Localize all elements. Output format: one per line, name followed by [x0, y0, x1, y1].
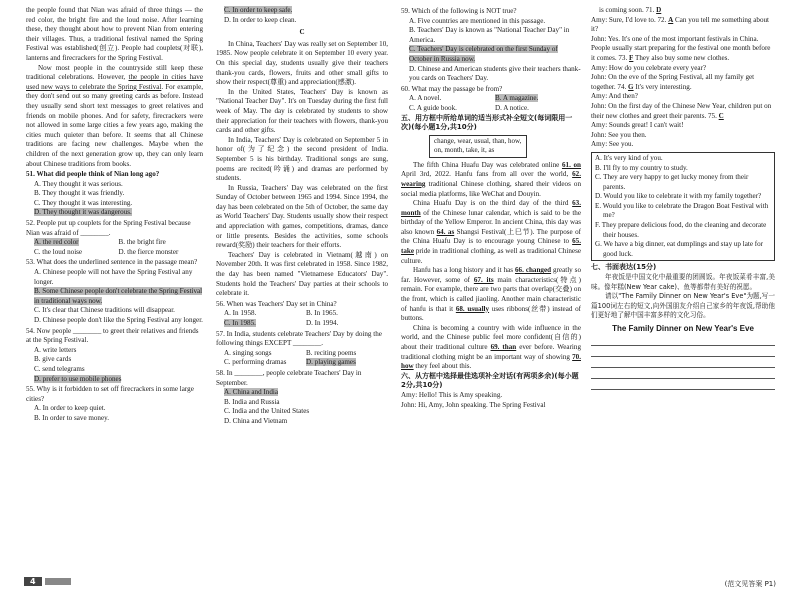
option[interactable]: D. China and Vietnam: [224, 416, 288, 425]
option[interactable]: C. They thought it was interesting.: [34, 198, 133, 207]
option[interactable]: D. Chinese and American students give their teachers thank-you cards on Teachers' Day.: [409, 64, 581, 83]
section-7-heading: 七、书面表达(15分): [591, 263, 657, 272]
dialogue-line: Amy: And then?: [591, 92, 638, 101]
option[interactable]: B. In order to save money.: [34, 413, 109, 422]
question-56: 56. When was Teachers' Day set in China?: [216, 299, 337, 308]
answer-blank[interactable]: G: [628, 82, 634, 91]
answer-reference: (范文见答案 P1): [724, 580, 776, 588]
cloze-paragraph: China is becoming a country with wide influence in the world, and the Chinese public feel more confident(自信的) about their traditional culture 69. than ever before. Wearing traditional clothing might be an important way of showing 70. how they feel about this.: [401, 323, 581, 371]
section-5-heading: 五、用方框中所给单词的适当形式补全短文(每词限用一次)(每小题1分,共10分): [401, 113, 573, 132]
option[interactable]: D. Chinese people don't like the Spring Festival any longer.: [34, 316, 203, 324]
underlined-sentence: the people in cities have used new ways to celebrate the Spring Festival: [26, 73, 203, 91]
answer-blank[interactable]: 61. on: [561, 160, 581, 169]
column-4: [591, 6, 775, 391]
column-2: [216, 6, 388, 427]
answer-blank[interactable]: 65. take: [401, 237, 581, 256]
option-selected[interactable]: C. In 1985.: [224, 319, 256, 327]
essay-title: The Family Dinner on New Year's Eve: [612, 324, 754, 333]
option[interactable]: D. A notice.: [495, 103, 529, 112]
answer-blank[interactable]: A: [668, 15, 674, 24]
option[interactable]: D. In order to keep clean.: [224, 15, 297, 24]
question-58: 58. In ________, people celebrate Teachers' Day in September.: [216, 368, 362, 387]
question-53: 53. What does the underlined sentence in the passage mean?: [26, 258, 198, 267]
option[interactable]: C. the loud noise: [34, 247, 83, 256]
answer-blank[interactable]: 69. than: [490, 343, 517, 351]
option[interactable]: B. the bright fire: [118, 238, 166, 247]
cloze-paragraph: Hanfu has a long history and it has 66. changed greatly so far. However, some of 67. its main characteristics(特点) remain. For example, there are two parts that overlap(交叠) on the front, which is called jiaoling. Another main characteristic of hanfu is that it 68. usually uses ribbons(丝带) instead of buttons.: [401, 266, 581, 323]
option[interactable]: B. India and Russia: [224, 397, 280, 406]
dialogue-line: John: Hi, Amy, John speaking. The Spring Festival: [401, 400, 546, 409]
option[interactable]: B. reciting poems: [306, 348, 357, 357]
writing-line[interactable]: [591, 358, 775, 368]
answer-blank[interactable]: F: [629, 53, 634, 62]
passage-c-paragraph: In Russia, Teachers' Day was celebrated on the first Sunday of October between 1965 and 1994. Since 1994, the day has been celebrated on the 5th of October, the same day as World Teachers' Day. Students usually show their respect and appreciation with games, competitions, dramas, dance or little presents. Besides the activities, some schools reward(奖励) their teachers for their efforts.: [216, 183, 388, 250]
option[interactable]: A. They thought it was serious.: [34, 179, 123, 188]
option: A. It's very kind of you.: [595, 153, 663, 162]
dialogue-line: John: On the first day of the Chinese New Year, children put on their new clothes and greet their parents. 75. C: [591, 101, 772, 120]
options-box: [591, 152, 775, 262]
writing-line[interactable]: [591, 369, 775, 379]
option: G. We have a big dinner, eat dumplings and stay up late for good luck.: [595, 240, 764, 258]
dialogue-line: Amy: Sure, I'd love to. 72. A Can you tell me something about it?: [591, 15, 770, 34]
column-1: [26, 6, 203, 424]
option[interactable]: B. give cards: [34, 355, 72, 364]
option[interactable]: A. In order to keep quiet.: [34, 404, 106, 413]
question-54: 54. Now people ________ to greet their relatives and friends at the Spring Festival.: [26, 326, 199, 345]
answer-blank[interactable]: 66. changed: [515, 266, 552, 275]
footer-decoration: [45, 578, 71, 585]
passage-c-paragraph: Teachers' Day is celebrated in Vietnam(越南) on November 20th. It was first celebrated in 1958. Since 1982, the day has been named "Vietnamese Educators' Day". Students hold the Teachers' Day parties at their schools to celebrate it.: [216, 250, 388, 298]
writing-prompt: 请以"The Family Dinner on New Year's Eve"为题,写一篇100词左右的短文,向外国朋友介绍自己家乡的年夜饭,帮助他们更好地了解中国丰富多样的文化习俗。: [591, 292, 775, 320]
dialogue-line: Amy: See you.: [591, 140, 634, 149]
option[interactable]: A. In 1958.: [224, 309, 257, 318]
option: C. They are very happy to get lucky money from their parents.: [595, 173, 749, 191]
dialogue-line: is coming soon. 71. D: [599, 6, 662, 14]
option[interactable]: B. Teachers' Day is known as "National Teacher Day" in America.: [409, 26, 570, 44]
option[interactable]: D. the fierce monster: [118, 247, 179, 256]
option[interactable]: A. A novel.: [409, 94, 442, 103]
passage-b-paragraph: the people found that Nian was afraid of three things — the red color, the bright fire and the loud noise. After learning these, they thought about how to prevent Nian from entering their villages. Thus, a traditional festival named the Spring Festival was established(创立). People had couplets(对联), lanterns and firecrackers for the Spring Festival.: [26, 6, 203, 62]
option: B. I'll fly to my country to study.: [595, 163, 688, 172]
passage-heading: C: [299, 28, 305, 37]
option-selected[interactable]: B. Some Chinese people don't celebrate the Spring Festival in traditional ways now.: [34, 287, 203, 305]
option-selected[interactable]: C. Teachers' Day is celebrated on the first Sunday of October in Russia now.: [409, 45, 558, 63]
writing-line[interactable]: [591, 347, 775, 357]
option[interactable]: C. It's clear that Chinese traditions will disappear.: [34, 306, 175, 315]
passage-c-paragraph: In India, Teachers' Day is celebrated on September 5 in honor of(为了纪念) the second president of India. September 5 is his birthday. Traditional songs are sung, poems are recited(吟诵) and dramas are performed by students.: [216, 135, 388, 183]
answer-blank[interactable]: D: [656, 6, 662, 14]
option[interactable]: A. Chinese people will not have the Spring Festival any longer.: [34, 268, 193, 286]
option[interactable]: C. performing dramas: [224, 358, 287, 367]
answer-blank[interactable]: 62. wearing: [401, 170, 581, 188]
dialogue-line: Amy: How do you celebrate every year?: [591, 63, 707, 72]
option-selected[interactable]: B. A magazine.: [495, 94, 539, 103]
page-footer: [24, 577, 84, 590]
answer-blank[interactable]: 68. usually: [455, 304, 490, 313]
dialogue-line: John: On the eve of the Spring Festival, all my family get together. 74. G It's very interesting.: [591, 73, 755, 91]
answer-blank[interactable]: 67. its: [473, 275, 494, 284]
column-3: [401, 6, 581, 410]
option-selected[interactable]: D. playing games: [306, 358, 356, 367]
word-box: change, wear, usual, than, how, on, month, take, it, as: [429, 135, 527, 158]
dialogue-line: Amy: Hello! This is Amy speaking.: [401, 390, 503, 399]
passage-c-paragraph: In the United States, Teachers' Day is known as "National Teacher Day". It's on Tuesday during the first full week of May. The day is celebrated by students to show their appreciation for their teachers with flowers, thank-you cards and other gifts.: [216, 87, 388, 135]
writing-line[interactable]: [591, 380, 775, 390]
writing-line[interactable]: [591, 336, 775, 346]
option[interactable]: C. A guide book.: [409, 103, 457, 112]
question-57: 57. In India, students celebrate Teachers' Day by doing the following things EXCEPT ________.: [216, 329, 382, 348]
option-selected[interactable]: A. the red color: [34, 238, 79, 247]
option-selected[interactable]: A. China and India: [224, 388, 278, 397]
option: D. Would you like to celebrate it with my family together?: [595, 192, 762, 201]
option[interactable]: A. write letters: [34, 345, 77, 354]
passage-c-paragraph: In China, Teachers' Day was really set on September 10, 1985. Now people celebrate it on September 10 every year. On this special day, students usually give their teachers thank-you cards, flowers, fruits and other small gifts to show their respect(尊重) and appreciation(感激).: [216, 39, 389, 87]
writing-prompt: 年夜饭是中国文化中最重要的团圆饭。年夜饭菜肴丰富,美味。像年糕(New Year cake)、鱼等都带有美好的祝愿。: [591, 273, 775, 291]
option[interactable]: A. singing songs: [224, 348, 272, 357]
answer-blank[interactable]: 63. month: [401, 199, 581, 217]
option: E. Would you like to celebrate the Dragon Boat Festival with me?: [595, 201, 769, 220]
section-6-heading: 六、从方框中选择最佳选项补全对话(有两项多余)(每小题2分,共10分): [401, 371, 579, 390]
question-60: 60. What may the passage be from?: [401, 84, 503, 93]
cloze-paragraph: China Huafu Day is on the third day of the third 63. month of the Chinese lunar calendar, which is said to be the birthday of the Yellow Emperor. In ancient China, this day was also known 64. as Shangsi Festival(上巳节). The purpose of the China Huafu Day is to encourage young Chinese to 65. take pride in traditional clothing, as well as traditional Chinese culture.: [401, 199, 581, 265]
dialogue-line: Amy: Sounds great! I can't wait!: [591, 121, 684, 130]
option-selected[interactable]: D. They thought it was dangerous.: [34, 208, 132, 217]
question-55: 55. Why is it forbidden to set off firecrackers in some large cities?: [26, 385, 194, 403]
dialogue-line: John: Yes. It's one of the most important festivals in China. People usually start preparing for the festival one month before it comes. 73. F They also buy some new clothes.: [591, 34, 771, 62]
question-59: 59. Which of the following is NOT true?: [401, 7, 517, 15]
answer-blank[interactable]: C: [718, 111, 724, 120]
option[interactable]: A. Five countries are mentioned in this passage.: [409, 16, 546, 25]
question-51: 51. What did people think of Nian long ago?: [26, 170, 160, 179]
option[interactable]: C. send telegrams: [34, 364, 85, 373]
option[interactable]: D. In 1994.: [306, 319, 339, 327]
cloze-paragraph: The fifth China Huafu Day was celebrated online 61. on April 3rd, 2022. Hanfu fans from all over the world, 62. wearing traditional Chinese clothing, shared their videos on social media platforms, like WeChat and Douyin.: [401, 160, 581, 198]
option: F. They prepare delicious food, do the cleaning and decorate their houses.: [595, 221, 767, 239]
page-number: 4: [24, 577, 42, 586]
option[interactable]: B. In 1965.: [306, 309, 338, 318]
option[interactable]: C. India and the United States: [224, 407, 310, 416]
option-selected[interactable]: C. In order to keep safe.: [224, 6, 293, 14]
question-52: 52. People put up couplets for the Spring Festival because Nian was afraid of ________.: [26, 219, 191, 237]
dialogue-line: John: See you then.: [591, 130, 647, 139]
option[interactable]: B. They thought it was friendly.: [34, 189, 125, 198]
option-selected[interactable]: D. prefer to use mobile phones: [34, 374, 122, 383]
passage-b-paragraph: Now most people in the countryside still keep these traditional celebrations. However, the people in cities have used new ways to celebrate the Spring Festival. For example, they don't send out so many greeting cards as before. Instead they usually send short text messages to greet relatives and friends on mobile phones. And for safety, firecrackers were not allowed in some large cities a few years ago, making the cities much quieter than before. It seems that all Chinese traditions are facing new challenges. Maybe when the children of the next generation grow up, they can only learn about Chinese traditions from books.: [26, 63, 203, 168]
answer-blank[interactable]: 64. as: [436, 227, 455, 236]
answer-blank[interactable]: 70. how: [401, 352, 581, 371]
